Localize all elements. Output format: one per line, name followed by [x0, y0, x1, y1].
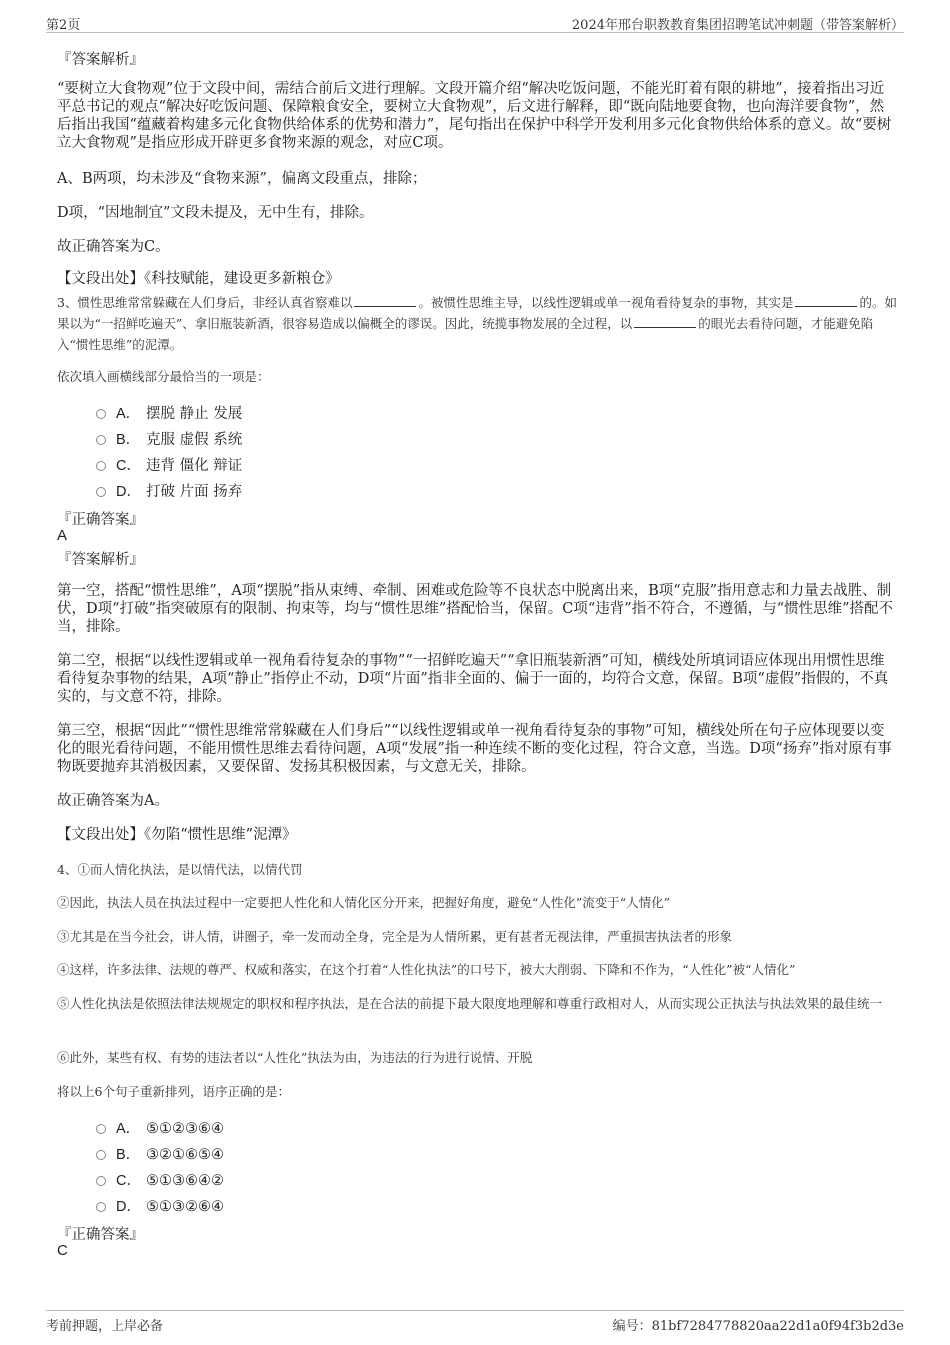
q3-option-b[interactable]: B． 克服 虚假 系统 — [96, 428, 242, 448]
q3-correct-tag: 『正确答案』 — [57, 512, 144, 528]
document-title: 2024年邢台职教教育集团招聘笔试冲刺题（带答案解析） — [571, 18, 904, 33]
q3-analysis-p1: 第一空，搭配“惯性思维”，A项“摆脱”指从束缚、牵制、困难或危险等不良状态中脱离出来，B项“克服”指用意志和力量去战胜、制伏，D项“打破”指突破原有的限制、拘束等，均与“惯性思维”搭配恰当，保留。C项“违背”指不符合，不遵循，与“惯性思维”搭配不当，排除。 — [57, 583, 894, 635]
radio-icon[interactable] — [96, 487, 106, 497]
q3-answer-line: 故正确答案为A。 — [57, 793, 169, 809]
q2-answer-line: 故正确答案为C。 — [57, 239, 170, 255]
q3-prompt: 依次填入画横线部分最恰当的一项是： — [57, 369, 270, 384]
page-number: 第2页 — [46, 18, 81, 33]
radio-icon[interactable] — [96, 435, 106, 445]
q4-sentence-1: 4、①而人情化执法，是以情代法，以情代罚 — [57, 862, 303, 877]
page-header — [46, 12, 904, 33]
radio-icon[interactable] — [96, 1124, 106, 1134]
q2-analysis-p1: “要树立大食物观”位于文段中间，需结合前后文进行理解。文段开篇介绍“解决吃饭问题，不能光盯着有限的耕地”，接着指出习近平总书记的观点“解决好吃饭问题、保障粮食安全，要树立大食物观”，后文进行解释，即“既向陆地要食物，也向海洋要食物”，然后指出我国“蕴藏着构建多元化食物供给体系的优势和潜力”，尾句指出在保护中科学开发利用多元化食物供给体系的意义。故“要树立大食物观”是指应形成开辟更多食物来源的观念，对应C项。 — [57, 81, 892, 151]
q4-sentence-6: ⑥此外，某些有权、有势的违法者以“人性化”执法为由，为违法的行为进行说情、开脱 — [57, 1050, 533, 1065]
q4-prompt: 将以上6个句子重新排列，语序正确的是： — [57, 1084, 290, 1099]
q3-stem: 3、惯性思维常常躲藏在人们身后，非经认真省察难以 。被惯性思维主导，以线性逻辑或单一视角看待复杂的事物，其实是 的。如果以为“一招鲜吃遍天”、拿旧瓶装新酒，很容易造成以偏概全的谬误。因此，统揽事物发展的全过程，以 的眼光去看待问题，才能避免陷入“惯性思维”的泥潭。 — [57, 295, 897, 352]
radio-icon[interactable] — [96, 1176, 106, 1186]
q4-option-c[interactable]: C． ⑤①③⑥④② — [96, 1169, 224, 1189]
q4-sentence-2: ②因此，执法人员在执法过程中一定要把人性化和人情化区分开来，把握好角度，避免“人性化”流变于“人情化” — [57, 895, 671, 910]
radio-icon[interactable] — [96, 1150, 106, 1160]
q4-correct-tag: 『正确答案』 — [57, 1227, 144, 1243]
q4-correct-answer: C — [57, 1242, 68, 1259]
q3-analysis-p3: 第三空，根据“因此”“惯性思维常常躲藏在人们身后”“以线性逻辑或单一视角看待复杂的事物”可知，横线处所在句子应体现要以变化的眼光看待问题，不能用惯性思维去看待问题，A项“发展”指一种连续不断的变化过程，符合文意，当选。D项“扬弃”指对原有事物既要抛弃其消极因素，又要保留、发扬其积极因素，与文意无关，排除。 — [57, 723, 892, 775]
q3-analysis-p2: 第二空，根据“以线性逻辑或单一视角看待复杂的事物”“一招鲜吃遍天”“拿旧瓶装新酒”可知，横线处所填词语应体现出用惯性思维看待复杂事物的结果，A项“静止”指停止不动，D项“片面”指非全面的、偏于一面的，均符合文意，保留。B项“虚假”指假的，不真实的，与文意不符，排除。 — [57, 653, 889, 705]
q2-analysis-p3: D项，“因地制宜”文段未提及，无中生有，排除。 — [57, 205, 374, 221]
q4-option-a[interactable]: A． ⑤①②③⑥④ — [96, 1117, 224, 1137]
q3-option-c[interactable]: C． 违背 僵化 辩证 — [96, 454, 242, 474]
blank-1 — [354, 294, 416, 307]
q4-sentence-3: ③尤其是在当今社会，讲人情，讲圈子，牵一发而动全身，完全是为人情所累，更有甚者无视法律，严重损害执法者的形象 — [57, 929, 733, 944]
blank-2 — [795, 294, 857, 307]
page-footer — [46, 1310, 904, 1335]
q3-correct-answer: A — [57, 527, 68, 544]
q3-source: 【文段出处】《勿陷“惯性思维”泥潭》 — [57, 827, 297, 843]
q2-source: 【文段出处】《科技赋能，建设更多新粮仓》 — [57, 271, 340, 287]
radio-icon[interactable] — [96, 461, 106, 471]
radio-icon[interactable] — [96, 409, 106, 419]
q3-analysis-tag: 『答案解析』 — [57, 552, 144, 568]
q3-option-d[interactable]: D． 打破 片面 扬弃 — [96, 480, 242, 500]
q3-option-a[interactable]: A． 摆脱 静止 发展 — [96, 402, 242, 422]
radio-icon[interactable] — [96, 1202, 106, 1212]
footer-slogan: 考前押题，上岸必备 — [46, 1319, 164, 1334]
q4-option-b[interactable]: B． ③②①⑥⑤④ — [96, 1143, 224, 1163]
document-code: 编号：81bf7284778820aa22d1a0f94f3b2d3e — [612, 1319, 904, 1334]
q4-option-d[interactable]: D． ⑤①③②⑥④ — [96, 1195, 224, 1215]
q2-analysis-tag: 『答案解析』 — [57, 52, 144, 68]
q4-sentence-4: ④这样，许多法律、法规的尊严、权威和落实，在这个打着“人性化执法”的口号下，被大大削弱、下降和不作为，“人性化”被“人情化” — [57, 962, 796, 977]
q4-sentence-5: ⑤人性化执法是依照法律法规规定的职权和程序执法，是在合法的前提下最大限度地理解和尊重行政相对人，从而实现公正执法与执法效果的最佳统一 — [57, 996, 883, 1011]
blank-3 — [634, 315, 696, 328]
q2-analysis-p2: A、B两项，均未涉及“食物来源”，偏离文段重点，排除； — [57, 171, 427, 187]
